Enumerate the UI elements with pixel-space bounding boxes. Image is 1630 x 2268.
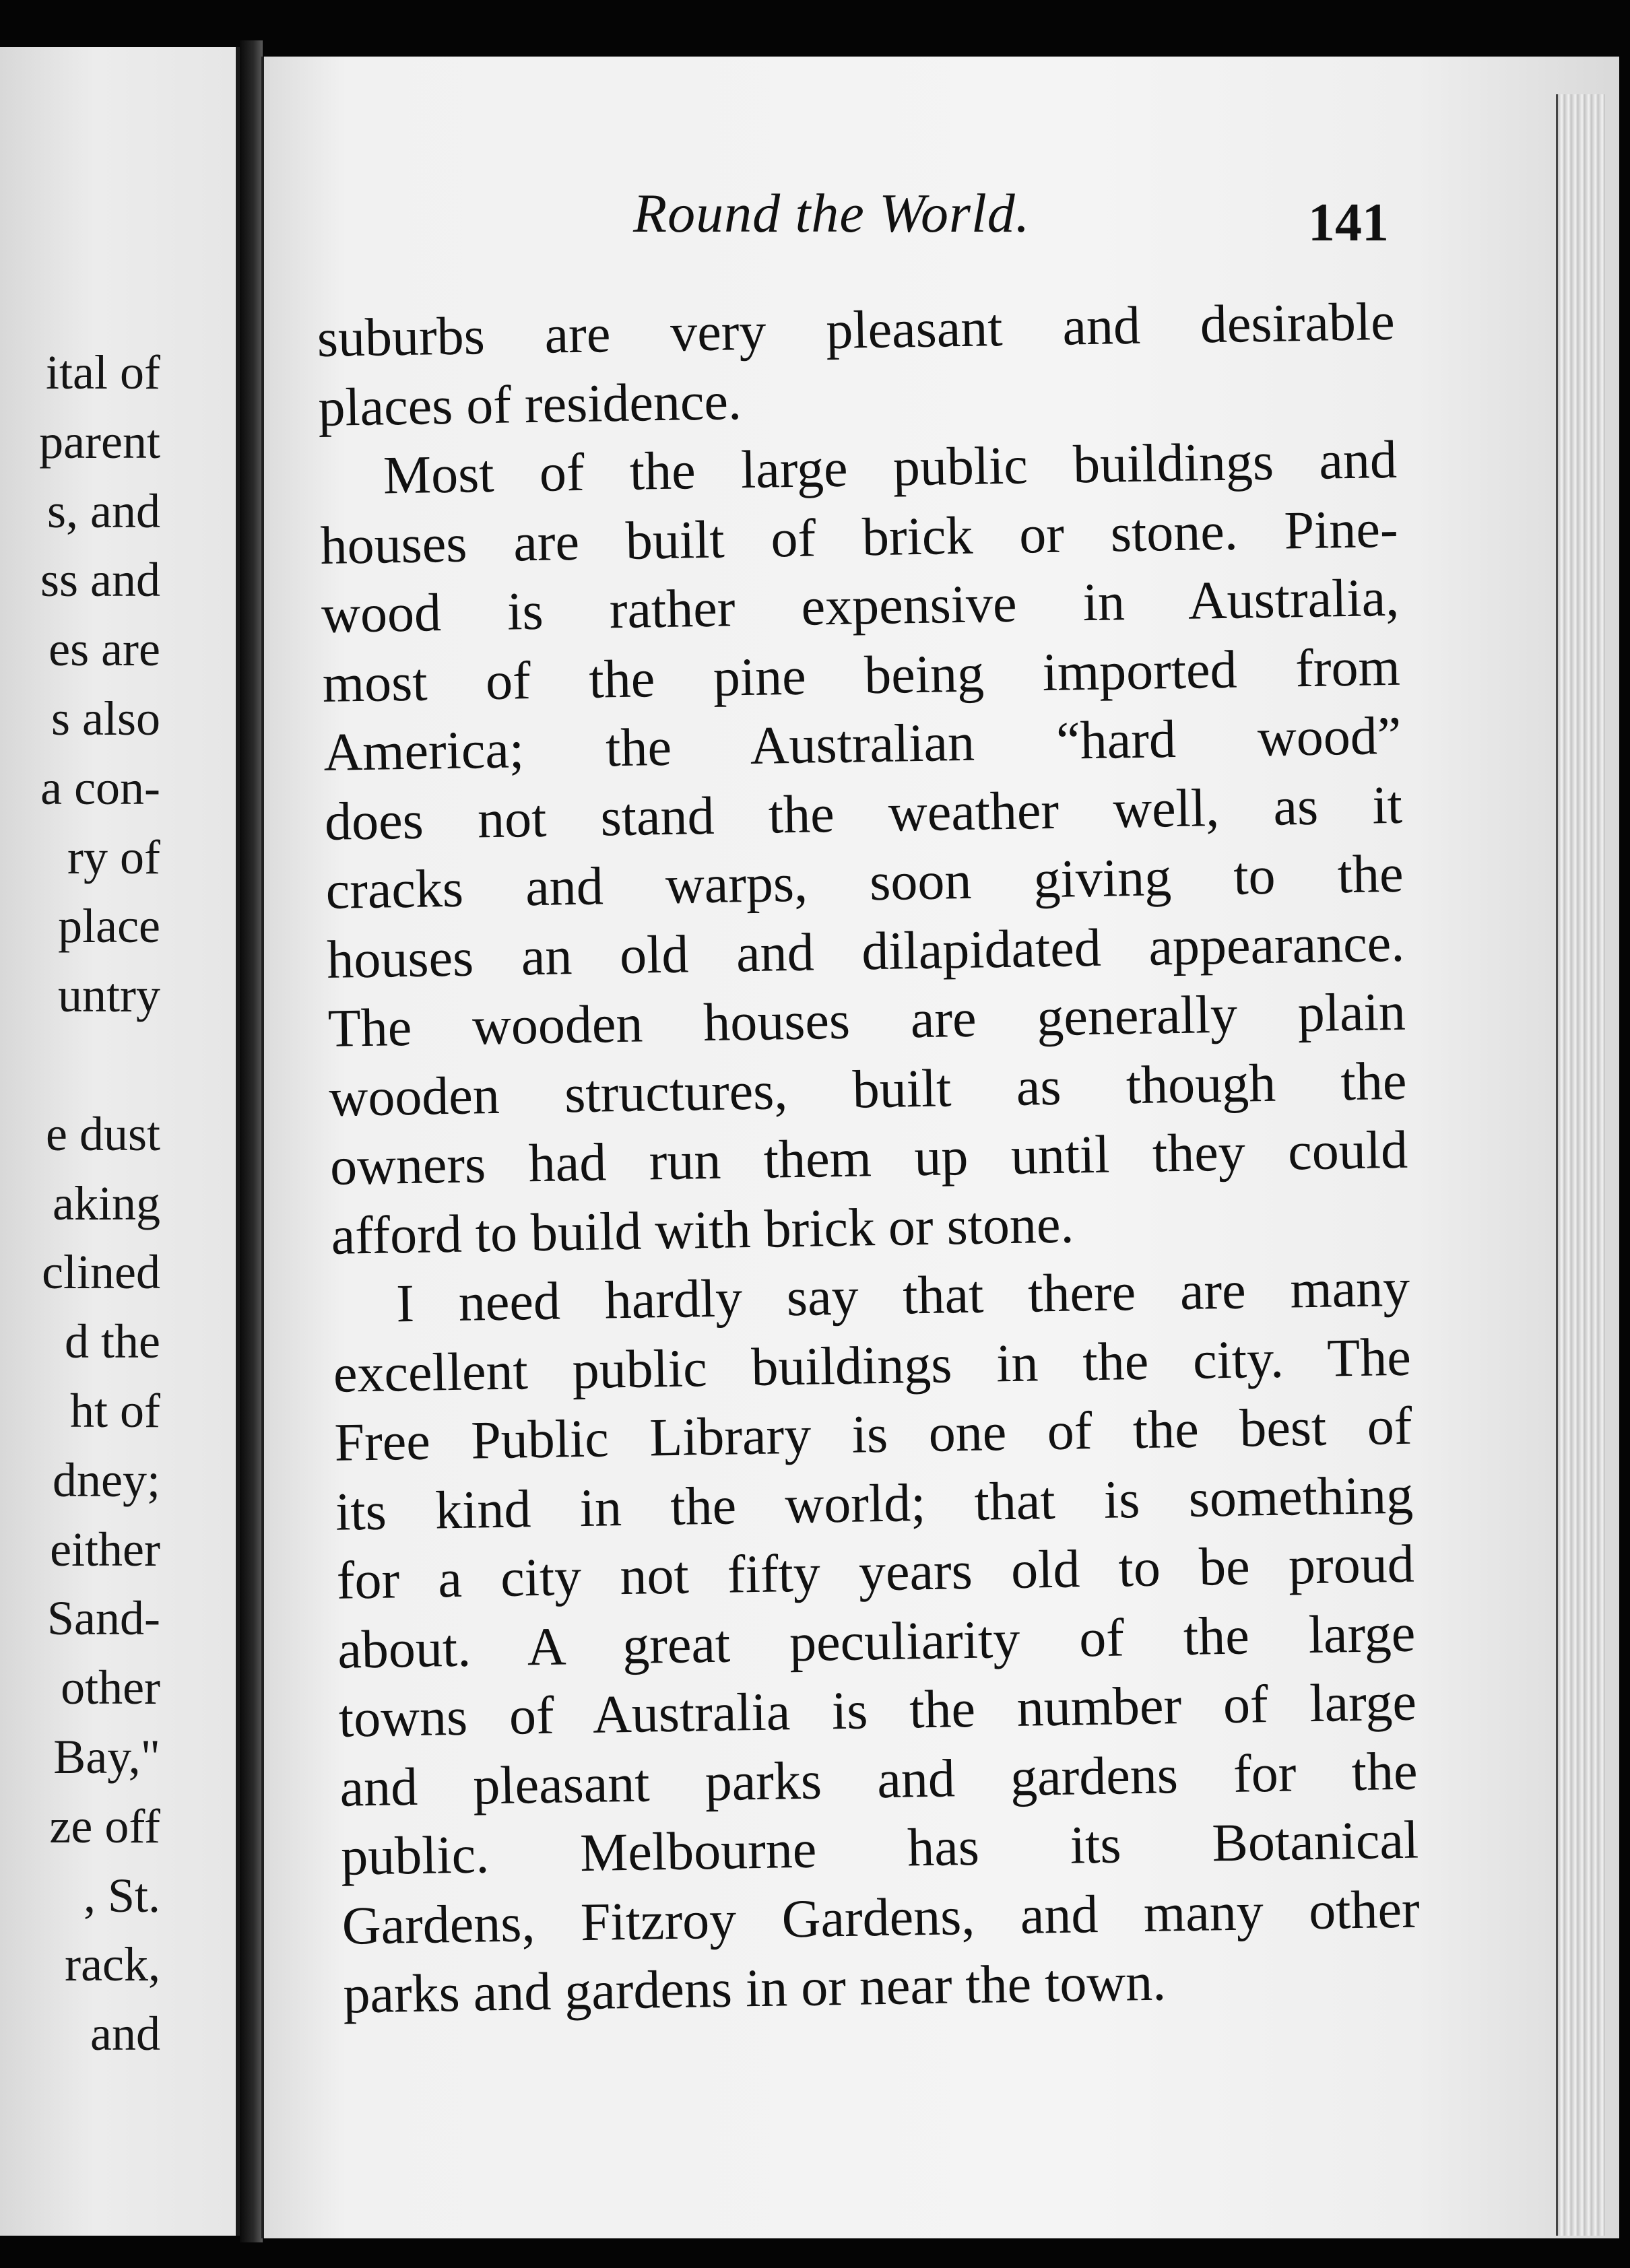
text-line: cracks and warps, soon giving to the (325, 844, 1404, 921)
left-page-line: d the (65, 1314, 160, 1369)
text-line: The wooden houses are generally plain (327, 982, 1406, 1059)
text-line: America; the Australian “hard wood” (323, 706, 1402, 782)
text-line: about. A great peculiarity of the large (337, 1603, 1416, 1680)
text-line: excellent public buildings in the city. The (333, 1327, 1412, 1404)
text-line: afford to build with brick or stone. (331, 1195, 1075, 1266)
left-page-line: ry of (67, 830, 160, 884)
left-page-line: ze off (49, 1799, 160, 1853)
page-edge (1556, 94, 1605, 2236)
left-page (0, 47, 240, 2236)
left-page-line: aking (53, 1176, 160, 1230)
left-page-line: s also (51, 691, 160, 745)
left-page-line: rack, (65, 1937, 160, 1992)
left-page-line: Sand- (47, 1591, 160, 1646)
left-page-line: other (61, 1661, 160, 1715)
text-line: suburbs are very pleasant and desirable (317, 292, 1396, 368)
left-page-line: , St. (83, 1868, 160, 1923)
text-line: most of the pine being imported from (322, 637, 1401, 714)
left-page-line: es are (48, 622, 160, 677)
body-text (317, 288, 1421, 2030)
left-page-line: e dust (46, 1106, 160, 1161)
text-line: Free Public Library is one of the best of (333, 1396, 1413, 1473)
left-page-line: dney; (53, 1453, 160, 1507)
left-page-line: s, and (47, 483, 160, 538)
left-page-line: ital of (46, 345, 160, 399)
text-line: I need hardly say that there are many (395, 1258, 1410, 1334)
page-number: 141 (1308, 193, 1389, 253)
text-line: public. Melbourne has its Botanical (340, 1810, 1419, 1887)
left-page-line: untry (58, 968, 160, 1023)
text-line: Most of the large public buildings and (383, 430, 1398, 506)
text-line: houses are built of brick or stone. Pine- (319, 499, 1399, 576)
text-line: and pleasant parks and gardens for the (339, 1741, 1419, 1818)
left-page-line: either (50, 1522, 160, 1576)
running-head: Round the World. (633, 182, 1031, 244)
left-page-text-fragments (39, 338, 160, 2069)
left-page-line: place (58, 899, 160, 954)
text-line: towns of Australia is the number of large (338, 1672, 1417, 1749)
text-line: for a city not fifty years old to be proud (336, 1534, 1415, 1611)
text-line: owners had run them up until they could (329, 1120, 1408, 1197)
left-page-line: ss and (40, 553, 160, 607)
left-page-line: ht of (70, 1383, 160, 1438)
text-line: houses an old and dilapidated appearance. (326, 913, 1405, 990)
text-line: wooden structures, built as though the (328, 1051, 1408, 1128)
text-line: Gardens, Fitzroy Gardens, and many other (341, 1879, 1421, 1956)
left-page-line: Bay," (53, 1729, 160, 1784)
text-line: its kind in the world; that is something (335, 1465, 1414, 1542)
left-page-line: clined (42, 1245, 160, 1300)
text-line: does not stand the weather well, as it (324, 775, 1403, 852)
left-page-line (39, 1030, 160, 1100)
text-line: wood is rather expensive in Australia, (321, 568, 1400, 644)
text-line: parks and gardens in or near the town. (342, 1952, 1167, 2025)
book-gutter (240, 40, 263, 2242)
left-page-line: and (90, 2007, 160, 2061)
left-page-line: parent (39, 414, 160, 469)
text-line: places of residence. (317, 371, 742, 438)
left-page-line: a con- (40, 760, 160, 815)
